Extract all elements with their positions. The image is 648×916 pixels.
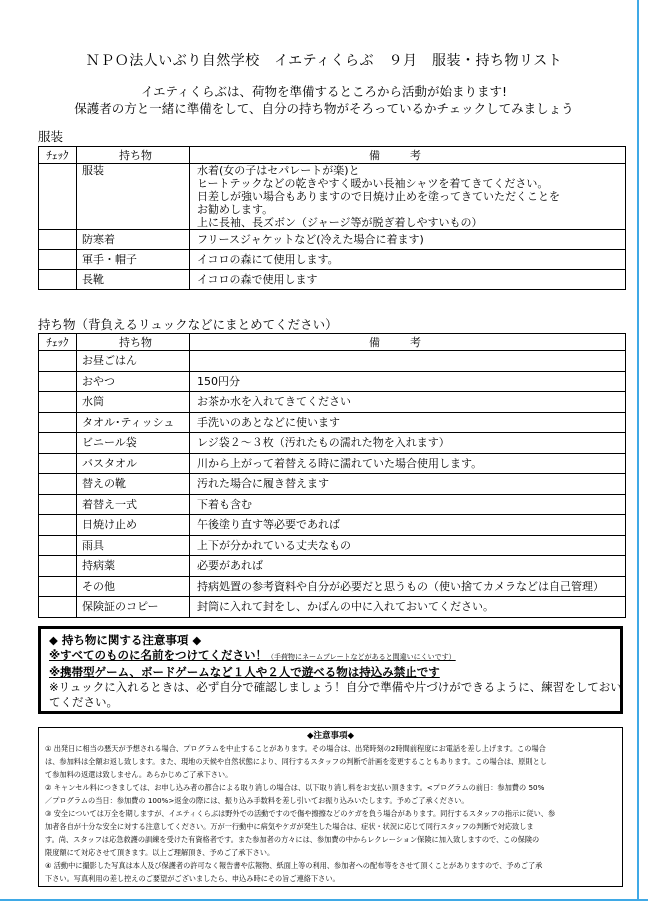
check-column-header: ﾁｪｯｸ [39, 334, 77, 351]
remark-cell: 必要があれば [190, 556, 626, 577]
table-row [39, 453, 626, 474]
page-title: ＮＰＯ法人いぶり自然学校 イエティくらぶ ９月 服装・持ち物リスト [85, 53, 563, 69]
remark-cell: 汚れた場合に履き替えます [190, 474, 626, 495]
check-box-cell[interactable] [39, 556, 77, 577]
remark-cell: 封筒に入れて封をし、かばんの中に入れておいてください。 [190, 597, 626, 618]
item-cell: お昼ごはん [77, 351, 190, 372]
item-cell: タオル･ティッシュ [77, 412, 190, 433]
caution-line: ③ 安全については万全を期しますが、イエティくらぶは野外での活動ですので傷や擦擦などのケガを負う場合があります。同行するスタッフの指示に従い、参 [45, 809, 556, 818]
remark-cell: フリースジャケットなど(冷えた場合に着ます) [190, 230, 626, 250]
caution-line: ① 出発日に相当の悪天が予想される場合、プログラムを中止することがあります。その場合は、出発時刻の2時間前程度にお電話を差し上げます。この場合 [45, 744, 546, 753]
remark-cell: 川から上がって着替える時に濡れていた場合使用します。 [190, 453, 626, 474]
page-border-bottom [0, 899, 648, 901]
check-box-cell[interactable] [39, 371, 77, 392]
notice-name-tag-note: （手荷物にネームプレートなどがあると間違いにくいです） [266, 653, 456, 661]
remark-cell: 上下が分かれている丈夫なもの [190, 535, 626, 556]
table-row [39, 556, 626, 577]
caution-line: ④ 活動中に撮影した写真は本人及び保護者の許可なく報告書や広報物、紙面上等の利用、参加者への配布等をさせて頂くことがありますので、予めご了承 [45, 861, 543, 870]
notice-game-ban-line: ※携帯型ゲーム、ボードゲームなど１人や２人で遊べる物は持込み禁止です [49, 665, 440, 679]
notice-name-tag-text: ※すべてのものに名前をつけてください！ [49, 648, 267, 662]
item-cell: 長靴 [77, 270, 190, 290]
check-box-cell[interactable] [39, 392, 77, 413]
remark-cell: レジ袋２〜３枚（汚れたもの濡れた物を入れます） [190, 433, 626, 454]
page-border-right [637, 0, 639, 900]
remark-cell [190, 164, 626, 230]
remark-column-header: 備考 [190, 147, 626, 164]
table-row [39, 535, 626, 556]
caution-line: 下さい。写真利用の差し控えのご要望がございましたら、申込み時にその旨ご連絡下さい。 [45, 874, 340, 883]
item-cell: 日焼け止め [77, 515, 190, 536]
check-box-cell[interactable] [39, 597, 77, 618]
check-box-cell[interactable] [39, 270, 77, 290]
caution-line: て参加料の返還は致しません。あらかじめご了承下さい。 [45, 770, 233, 779]
intro-line-1: イエティくらぶは、荷物を準備するところから活動が始まります! [140, 84, 507, 99]
item-cell: 雨具 [77, 535, 190, 556]
remark-line: 水着(女の子はセパレートが楽)と [197, 164, 360, 177]
table-row [39, 433, 626, 454]
table-row [39, 576, 626, 597]
item-cell: 替えの靴 [77, 474, 190, 495]
item-cell: その他 [77, 576, 190, 597]
check-box-cell[interactable] [39, 576, 77, 597]
notice-self-check-line-cont: てください。 [49, 695, 118, 709]
caution-line: 加者各自が十分な安全に対する注意してください。万が一行動中に病気やケガが発生した場合は、症状・状況に応じて同行スタッフの判断で対応致しま [45, 822, 534, 831]
item-cell: バスタオル [77, 453, 190, 474]
table-row [39, 164, 626, 230]
table-row [39, 474, 626, 495]
check-box-cell[interactable] [39, 433, 77, 454]
table-row [39, 515, 626, 536]
table-row [39, 270, 626, 290]
table-row [39, 494, 626, 515]
table-row [39, 412, 626, 433]
remark-cell: 午後塗り直す等必要であれば [190, 515, 626, 536]
table-row [39, 351, 626, 372]
belongings-table [38, 333, 626, 618]
caution-title: ◆注意事項◆ [306, 731, 355, 741]
intro-line-2: 保護者の方と一緒に準備をして、自分の持ち物がそろっているかチェックしてみましょう [74, 101, 574, 116]
remark-line: お勧めします。 [197, 203, 274, 216]
check-box-cell[interactable] [39, 230, 77, 250]
check-column-header: ﾁｪｯｸ [39, 147, 77, 164]
item-cell: 着替え一式 [77, 494, 190, 515]
item-cell: 水筒 [77, 392, 190, 413]
remark-line: 日差しが強い場合もありますので日焼け止めを塗ってきていただくことを [197, 190, 560, 203]
clothing-table [38, 146, 626, 290]
caution-box [38, 727, 623, 887]
notice-title: ◆ 持ち物に関する注意事項 ◆ [49, 633, 202, 647]
table-header-row [39, 334, 626, 351]
table-row [39, 392, 626, 413]
table-row [39, 597, 626, 618]
remark-cell [190, 351, 626, 372]
check-box-cell[interactable] [39, 351, 77, 372]
belongings-notice-box [38, 626, 623, 714]
check-box-cell[interactable] [39, 412, 77, 433]
item-cell: 防寒着 [77, 230, 190, 250]
notice-self-check-line: ※リュックに入れるときは、必ず自分で確認しましょう！自分で準備や片づけができるように、練習をしておい [49, 680, 622, 694]
item-column-header: 持ち物 [77, 147, 190, 164]
item-cell: おやつ [77, 371, 190, 392]
caution-line: す。尚、スタッフは応急救護の訓練を受けた有資格者です。また参加者の方々には、参加費の中からレクレーション保険に加入致しますので、この保険の [45, 835, 540, 844]
check-box-cell[interactable] [39, 453, 77, 474]
table-row [39, 230, 626, 250]
caution-line: ② キャンセル料につきましては、お申し込み者の都合による取り消しの場合は、以下取り消し料をお支払い頂きます。<プログラムの前日：参加費の 50% [45, 783, 545, 792]
item-cell: 保険証のコピー [77, 597, 190, 618]
item-column-header: 持ち物 [77, 334, 190, 351]
table-row [39, 250, 626, 270]
remark-cell: 下着も含む [190, 494, 626, 515]
check-box-cell[interactable] [39, 494, 77, 515]
remark-column-header: 備考 [190, 334, 626, 351]
remark-line: 上に長袖、長ズボン（ジャージ等が脱ぎ着しやすいもの） [197, 216, 483, 229]
check-box-cell[interactable] [39, 515, 77, 536]
remark-cell: イコロの森で使用します [190, 270, 626, 290]
caution-line: ／プログラムの当日：参加費の 100%>返金の際には、振り込み手数料を差し引いてお振り込みいたします。予めご了承ください。 [45, 796, 469, 805]
item-cell: ビニール袋 [77, 433, 190, 454]
caution-line: は、参加料は全額お返し致します。また、現地の天候や自然状態により、同行するスタッフの判断で計画を変更することもあります。この場合は、原則とし [45, 757, 547, 766]
item-cell: 服装 [77, 164, 190, 230]
check-box-cell[interactable] [39, 535, 77, 556]
caution-lines [45, 742, 616, 885]
remark-cell: お茶か水を入れてきてください [190, 392, 626, 413]
remark-cell: イコロの森にて使用します。 [190, 250, 626, 270]
item-cell: 軍手・帽子 [77, 250, 190, 270]
belongings-heading: 持ち物（背負えるリュックなどにまとめてください） [38, 317, 338, 332]
item-cell: 持病薬 [77, 556, 190, 577]
notice-name-tag-line [49, 648, 612, 665]
check-box-cell[interactable] [39, 164, 77, 230]
remark-line: ヒートテックなどの乾きやすく暖かい長袖シャツを着てきてください。 [197, 177, 549, 190]
check-box-cell[interactable] [39, 250, 77, 270]
remark-cell: 150円分 [190, 371, 626, 392]
caution-line: 限度額にて対応させて頂きます。以上ご理解頂き、予めご了承下さい。 [45, 848, 275, 857]
table-row [39, 371, 626, 392]
remark-cell: 手洗いのあとなどに使います [190, 412, 626, 433]
check-box-cell[interactable] [39, 474, 77, 495]
table-header-row [39, 147, 626, 164]
remark-cell: 持病処置の参考資料や自分が必要だと思うもの（使い捨てカメラなどは自己管理） [190, 576, 626, 597]
clothing-heading: 服装 [38, 129, 64, 144]
